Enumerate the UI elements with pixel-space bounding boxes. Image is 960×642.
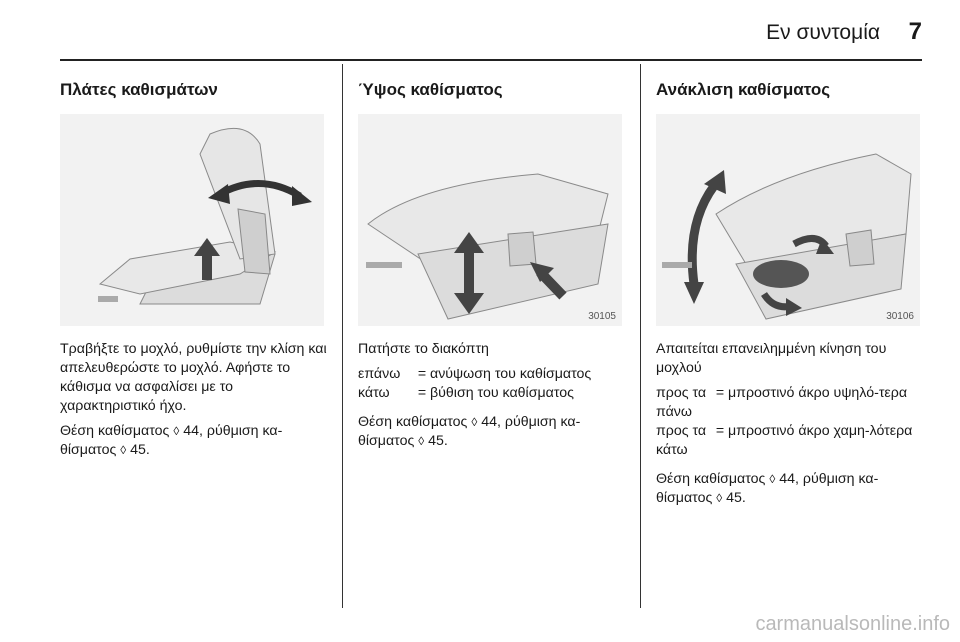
seat-backrest-illustration	[60, 114, 324, 326]
cross-reference: Θέση καθίσματος ◊ 44, ρύθμιση κα-θίσματος ◊ 45.	[358, 414, 581, 449]
list-term: προς τα κάτω	[656, 423, 707, 458]
list-item	[358, 365, 622, 384]
list-separator: =	[715, 423, 725, 439]
list-separator: =	[417, 366, 427, 382]
reference-arrow-icon: ◊	[418, 434, 425, 448]
section-seat-height	[358, 74, 630, 457]
section-heading: Ύψος καθίσματος	[358, 80, 503, 99]
list-item	[656, 384, 920, 422]
instruction-text: Πατήστε το διακόπτη	[358, 341, 489, 357]
reference-arrow-icon: ◊	[173, 424, 180, 438]
list-description: βύθιση του καθίσματος	[430, 385, 574, 401]
list-separator: =	[715, 385, 725, 401]
section-heading: Πλάτες καθισμάτων	[60, 80, 218, 99]
column-divider	[342, 64, 343, 608]
reference-arrow-icon: ◊	[471, 415, 478, 429]
list-item	[358, 384, 622, 403]
list-description: ανύψωση του καθίσματος	[430, 366, 592, 382]
header-rule	[60, 59, 922, 61]
cross-reference: Θέση καθίσματος ◊ 44, ρύθμιση κα-θίσματος ◊ 45.	[656, 471, 879, 506]
list-separator: =	[417, 385, 427, 401]
reference-arrow-icon: ◊	[120, 443, 127, 457]
reference-arrow-icon: ◊	[716, 491, 723, 505]
section-seat-tilt	[656, 74, 928, 514]
definition-list	[358, 365, 622, 403]
column-divider	[640, 64, 641, 608]
list-term: επάνω	[358, 366, 401, 382]
seat-tilt-illustration	[656, 114, 920, 326]
definition-list	[656, 384, 920, 460]
seat-height-illustration	[358, 114, 622, 326]
list-term: κάτω	[358, 385, 390, 401]
list-term: προς τα πάνω	[656, 385, 707, 420]
page-number: 7	[908, 18, 922, 45]
header-title: Εν συντομία	[766, 21, 880, 44]
list-item	[656, 422, 920, 460]
instruction-text: Τραβήξτε το μοχλό, ρυθμίστε την κλίση και απελευθερώστε το μοχλό. Αφήστε το κάθισμα να ασφαλίσει με το χαρακτηριστικό ήχο.	[60, 341, 327, 414]
reference-arrow-icon: ◊	[769, 472, 776, 486]
cross-reference: Θέση καθίσματος ◊ 44, ρύθμιση κα-θίσματος ◊ 45.	[60, 423, 283, 458]
page-header	[0, 0, 960, 60]
section-heading: Ανάκλιση καθίσματος	[656, 80, 831, 99]
instruction-text: Απαιτείται επανειλημμένη κίνηση του μοχλού	[656, 341, 887, 376]
figure-id: 30106	[886, 311, 914, 322]
list-description: μπροστινό άκρο χαμη-λότερα	[728, 423, 913, 439]
watermark: carmanualsonline.info	[755, 613, 950, 635]
list-description: μπροστινό άκρο υψηλό-τερα	[728, 385, 908, 401]
section-seat-backrest	[60, 74, 332, 466]
figure-id: 30105	[588, 311, 616, 322]
